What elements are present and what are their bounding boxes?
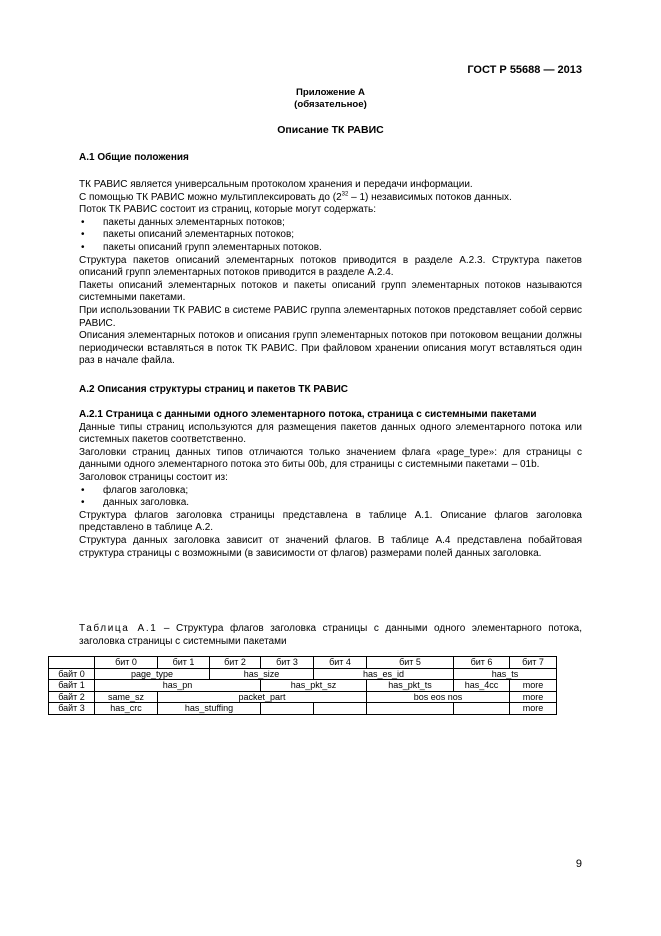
list-item: • пакеты данных элементарных потоков; <box>79 217 582 230</box>
para: ТК РАВИС является универсальным протоколом хранения и передачи информации. <box>79 179 473 190</box>
flags-table <box>48 656 557 715</box>
header-cell: бит 2 <box>210 657 261 669</box>
table-cell: has_pn <box>95 680 261 692</box>
table-cell: bos eos nos <box>367 691 510 703</box>
header-cell: бит 4 <box>314 657 367 669</box>
document-id: ГОСТ Р 55688 — 2013 <box>467 64 582 76</box>
header-cell: бит 3 <box>261 657 314 669</box>
row-label: байт 0 <box>49 668 95 680</box>
header-cell: бит 0 <box>95 657 158 669</box>
para: Описания элементарных потоков и описания групп элементарных потоков при потоковом вещании должны периодически вставляться в поток ТК РАВИС. При файловом хранении описания могут вставляться один раз в начале файла. <box>79 330 582 367</box>
para: Заголовок страницы состоит из: <box>79 471 228 483</box>
table-cell: has_stuffing <box>158 703 261 715</box>
table-cell: has_crc <box>95 703 158 715</box>
section-a1-title: А.1 Общие положения <box>79 152 189 163</box>
table-row <box>49 691 557 703</box>
section-a1-body <box>79 179 582 368</box>
list-item: • флагов заголовка; <box>79 485 582 498</box>
table-cell <box>261 703 314 715</box>
page-number: 9 <box>575 858 582 870</box>
table-cell: more <box>510 703 557 715</box>
table-cell <box>367 703 454 715</box>
section-a2-body <box>79 409 582 560</box>
table-row <box>49 680 557 692</box>
para: Структура пакетов описаний элементарных потоков приводится в разделе А.2.3. Структура пакетов описаний групп элементарных потоков приводится в разделе А.2.4. <box>79 254 582 279</box>
para: При использовании ТК РАВИС в системе РАВИС группа элементарных потоков представляет собой сервис РАВИС. <box>79 304 582 329</box>
content-list <box>79 217 582 255</box>
table-header-row <box>49 657 557 669</box>
header-cell: бит 5 <box>367 657 454 669</box>
subsection-title: А.2.1 Страница с данными одного элементарного потока, страница с системными пакетами <box>79 409 537 420</box>
para: Данные типы страниц используются для размещения пакетов данных одного элементарного потока или системных пакетов соответственно. <box>79 421 582 446</box>
table-cell: has_ts <box>454 668 557 680</box>
table-cell: more <box>510 691 557 703</box>
para: Пакеты описаний элементарных потоков и пакеты описаний групп элементарных потоков называются системными пакетами. <box>79 279 582 304</box>
table-cell: has_4cc <box>454 680 510 692</box>
row-label: байт 3 <box>49 703 95 715</box>
section-a2-title: А.2 Описания структуры страниц и пакетов ТК РАВИС <box>79 384 348 395</box>
table-caption: Таблица А.1 – Структура флагов заголовка страницы с данными одного элементарного потока, заголовка страницы с системными пакетами <box>79 623 582 647</box>
appendix-title: Приложение А <box>296 87 365 98</box>
header-list <box>79 485 582 510</box>
para: Поток ТК РАВИС состоит из страниц, которые могут содержать: <box>79 204 377 216</box>
table-cell: has_pkt_ts <box>367 680 454 692</box>
header-cell: бит 1 <box>158 657 210 669</box>
para: Структура данных заголовка зависит от значений флагов. В таблице А.4 представлена побайтовая структура страницы с возможными (в зависимости от флагов) размерами полей данных заголовка. <box>79 534 582 559</box>
para-power: С помощью ТК РАВИС можно мультиплексировать до $(2^{32} - 1)$ независимых потоков данных. <box>79 191 512 203</box>
appendix-status: (обязательное) <box>294 99 367 110</box>
list-item: • пакеты описаний элементарных потоков; <box>79 229 582 242</box>
header-cell <box>49 657 95 669</box>
row-label: байт 1 <box>49 680 95 692</box>
table-cell: page_type <box>95 668 210 680</box>
table-row <box>49 668 557 680</box>
table-cell <box>454 703 510 715</box>
table-cell <box>314 703 367 715</box>
list-item: • данных заголовка. <box>79 497 582 510</box>
table-cell: more <box>510 680 557 692</box>
header-cell: бит 7 <box>510 657 557 669</box>
appendix-name: Описание ТК РАВИС <box>277 124 384 136</box>
table-row <box>49 703 557 715</box>
table-cell: same_sz <box>95 691 158 703</box>
table-cell: has_es_id <box>314 668 454 680</box>
table-cell: has_pkt_sz <box>261 680 367 692</box>
row-label: байт 2 <box>49 691 95 703</box>
list-item: • пакеты описаний групп элементарных потоков. <box>79 242 582 255</box>
para: Заголовки страниц данных типов отличаются только значением флага «page_type»: для страницы с данными одного элементарного потока это биты 00b, для страницы с системными пакетами – 01b. <box>79 446 582 471</box>
table-cell: packet_part <box>158 691 367 703</box>
para: Структура флагов заголовка страницы представлена в таблице А.1. Описание флагов заголовка представлено в таблице А.2. <box>79 509 582 534</box>
header-cell: бит 6 <box>454 657 510 669</box>
table-cell: has_size <box>210 668 314 680</box>
